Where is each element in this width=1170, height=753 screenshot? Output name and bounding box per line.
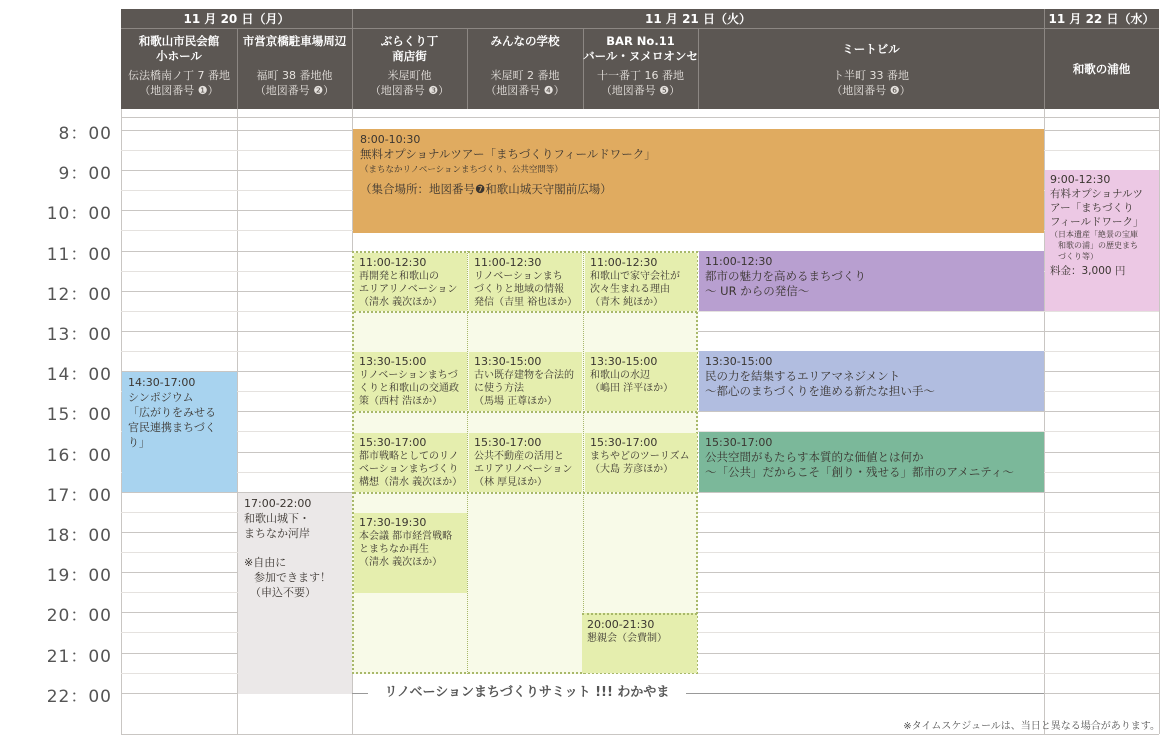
event-title: 構想（清水 義次ほか） (359, 477, 463, 488)
row-divider-dotted (354, 411, 697, 413)
venue-address: 福町 38 番地他 (256, 69, 333, 82)
venue-name: 市営京橋駐車場周辺 (242, 34, 347, 48)
venue-name: 商店街 (392, 49, 427, 63)
time-label: 18：00 (46, 526, 112, 546)
time-label: 19：00 (46, 566, 112, 586)
date-nov21: 11 月 21 日（火） (645, 12, 751, 26)
event-title: くりと和歌山の交通政 (359, 383, 459, 394)
event-title: 都市戦略としてのリノ (359, 451, 459, 462)
venue-name: 和歌山市民会館 (138, 34, 220, 48)
event-title: 策（西村 浩ほか） (359, 396, 443, 407)
event-title: エリアリノベーション (359, 284, 458, 295)
event-title: 和歌山の水辺 (590, 370, 650, 381)
event-title: まちなか河岸 (244, 527, 310, 540)
event-speaker: （嶋田 洋平ほか） (590, 383, 674, 394)
venue-map-number: （地図番号 ❺） (600, 84, 681, 97)
event-speaker: （馬場 正尊ほか） (474, 396, 558, 407)
time-label: 12：00 (46, 285, 112, 305)
event-title: 民の力を結集するエリアマネジメント (705, 369, 901, 383)
time-label: 22：00 (46, 687, 112, 707)
event-note: 参加できます！ (254, 571, 331, 584)
event-title: 和歌山城下・ (244, 512, 310, 525)
venue-bar-no11 (583, 34, 698, 98)
venue-address: 米屋町 2 番地 (490, 69, 560, 82)
venue-map-number: （地図番号 ❸） (369, 84, 450, 97)
event-castle-riverside[interactable] (238, 493, 352, 694)
event-session-11-ur[interactable] (699, 251, 1044, 311)
date-nov22: 11 月 22 日（水） (1048, 12, 1155, 26)
venue-minna-no-gakko (467, 34, 583, 98)
event-title: に使う方法 (474, 383, 524, 394)
event-title: 本会議 都市経営戦略 (359, 531, 453, 542)
summit-line-right (686, 693, 1044, 694)
event-subtitle: （まちなかリノベーションまちづくり、公共空間等） (360, 165, 563, 175)
venue-name: みんなの学校 (490, 34, 560, 48)
event-title: 古い既存建物を合法的 (474, 370, 574, 381)
event-session-11-redevelopment[interactable] (354, 253, 467, 311)
event-title: 和歌山で家守会社が (590, 271, 680, 282)
event-paid-tour[interactable] (1045, 170, 1159, 311)
event-session-13-old-buildings[interactable] (469, 352, 582, 411)
date-nov20: 11 月 20 日（月） (183, 12, 290, 26)
venue-map-number: （地図番号 ❷） (254, 84, 335, 97)
event-title: 次々生まれる理由 (590, 284, 670, 295)
event-time: 17:00-22:00 (244, 497, 312, 510)
event-time: 20:00-21:30 (587, 618, 655, 631)
venue-address: 十一番丁 16 番地 (597, 69, 684, 82)
event-title: 懇親会（会費制） (587, 633, 667, 644)
event-time: 13:30-15:00 (705, 355, 773, 368)
event-time: 13:30-15:00 (590, 355, 658, 368)
event-time: 15:30-17:00 (705, 436, 773, 449)
event-note: ※自由に (244, 556, 287, 569)
event-time: 8:00-10:30 (360, 133, 421, 146)
event-session-15-tourism[interactable] (585, 433, 697, 492)
event-time: 14:30-17:00 (128, 376, 196, 389)
event-subtitle: 和歌の浦」の歴史まち (1050, 241, 1138, 250)
event-title: とまちなか再生 (359, 544, 429, 555)
event-social-party[interactable] (582, 613, 697, 673)
grid-column-line (1159, 109, 1160, 734)
event-time: 15:30-17:00 (590, 436, 658, 449)
event-session-13-waterside[interactable] (585, 352, 697, 411)
event-speaker: 発信（吉里 裕也ほか） (474, 297, 578, 308)
time-label: 8：00 (58, 124, 112, 144)
event-session-11-yamori[interactable] (585, 253, 697, 311)
summit-label: リノベーションまちづくりサミット !!! わかやま (368, 684, 686, 702)
venue-name: ぶらくり丁 (380, 34, 439, 48)
time-label: 17：00 (46, 486, 112, 506)
event-free-tour[interactable] (353, 129, 1044, 233)
event-title: 「広がりをみせる (128, 406, 216, 419)
event-speaker: （林 厚見ほか） (474, 477, 548, 488)
event-main-conference[interactable] (354, 513, 467, 593)
event-title: 再開発と和歌山の (359, 271, 439, 282)
event-title: 有料オプショナルツ (1050, 188, 1144, 200)
event-title: アー「まちづくり (1050, 202, 1134, 214)
venue-address: ト半町 33 番地 (833, 69, 909, 82)
event-subtitle: （日本遺産「絶景の宝庫 (1050, 230, 1138, 239)
time-label: 20：00 (46, 606, 112, 626)
venue-wakanoura (1044, 62, 1159, 77)
time-label: 15：00 (46, 405, 112, 425)
event-symposium[interactable] (122, 372, 237, 492)
event-title: 官民連携まちづく (128, 421, 216, 434)
header-date-divider (121, 28, 1159, 29)
sessions-area-divider (467, 251, 468, 674)
venue-name: ミートビル (842, 42, 900, 56)
venue-burakuri-cho (352, 34, 467, 98)
event-fee: 料金：3,000 円 (1050, 265, 1126, 277)
event-note: （申込不要） (250, 586, 316, 599)
venue-map-number: （地図番号 ❶） (139, 84, 219, 97)
time-label: 11：00 (46, 245, 112, 265)
time-label: 16：00 (46, 446, 112, 466)
event-time: 11:00-12:30 (359, 256, 427, 269)
event-session-13-transport[interactable] (354, 352, 467, 411)
event-title: 公共空間がもたらす本質的な価値とは何か (705, 450, 924, 464)
row-divider-dotted (354, 492, 697, 494)
time-label: 13：00 (46, 325, 112, 345)
event-time: 15:30-17:00 (359, 436, 427, 449)
event-session-15-urban-strategy[interactable] (354, 433, 467, 492)
event-session-15-public-realestate[interactable] (469, 433, 582, 492)
event-title: り」 (128, 436, 150, 449)
event-time: 13:30-15:00 (359, 355, 427, 368)
event-speaker: （清水 義次ほか） (359, 297, 443, 308)
venue-name: BAR No.11 (606, 34, 675, 48)
event-session-11-renovation-info[interactable] (469, 253, 582, 311)
event-speaker: （清水 義次ほか） (359, 557, 443, 568)
event-title: フィールドワーク」 (1050, 216, 1144, 228)
footnote: ※タイムスケジュールは、当日と異なる場合があります。 (903, 721, 1160, 732)
event-title: づくりと地域の情報 (474, 284, 564, 295)
event-title: エリアリノベーション (474, 464, 573, 475)
sessions-area-divider (583, 251, 584, 674)
summit-line-left (352, 693, 368, 694)
row-divider-dotted (354, 311, 697, 313)
time-label: 9：00 (58, 164, 112, 184)
venue-name: バール・ヌメロオンセ (583, 49, 698, 63)
venue-civic-hall (121, 34, 237, 98)
event-session-15-public-space[interactable] (699, 432, 1044, 492)
grid-bottom-line (121, 734, 1159, 735)
venue-map-number: （地図番号 ❹） (485, 84, 565, 97)
time-label: 21：00 (46, 647, 112, 667)
venue-name: 和歌の浦他 (1072, 62, 1131, 76)
event-title: リノベーションまちづ (359, 370, 458, 381)
venue-meat-building (698, 34, 1044, 98)
event-time: 11:00-12:30 (705, 255, 773, 268)
grid-top-line (121, 117, 1159, 118)
event-title: まちやどのツーリズム (590, 451, 690, 462)
event-subtitle: づくり等） (1050, 252, 1098, 261)
event-meeting-place: （集合場所：地図番号❼和歌山城天守閣前広場） (360, 182, 612, 196)
event-title: ベーションまちづくり (359, 464, 459, 475)
venue-address: 米屋町他 (387, 69, 432, 82)
event-title: 無料オプショナルツアー「まちづくりフィールドワーク」 (360, 147, 656, 161)
event-time: 15:30-17:00 (474, 436, 542, 449)
event-time: 9:00-12:30 (1050, 173, 1111, 186)
event-title: 都市の魅力を高めるまちづくり (705, 269, 866, 283)
venue-kyobashi-parking (237, 34, 352, 98)
event-title: ～都心のまちづくりを進める新たな担い手～ (705, 384, 935, 398)
header-divider (1044, 9, 1045, 109)
time-label: 14：00 (46, 365, 112, 385)
event-time: 11:00-12:30 (590, 256, 658, 269)
event-time: 11:00-12:30 (474, 256, 542, 269)
event-time: 17:30-19:30 (359, 516, 427, 529)
event-title: 公共不動産の活用と (474, 451, 564, 462)
event-title: ～ UR からの発信～ (705, 284, 810, 298)
venue-map-number: （地図番号 ❻） (831, 84, 911, 97)
event-session-13-area-management[interactable] (699, 351, 1044, 411)
time-label: 10：00 (46, 204, 112, 224)
event-title: ～「公共」だからこそ「創り・残せる」都市のアメニティ～ (705, 465, 1014, 479)
event-title: リノベーションまち (474, 271, 563, 282)
event-time: 13:30-15:00 (474, 355, 542, 368)
event-speaker: （青木 純ほか） (590, 297, 664, 308)
event-title: シンポジウム (128, 391, 194, 404)
venue-address: 伝法橋南ノ丁 7 番地 (128, 69, 230, 82)
event-speaker: （大島 芳彦ほか） (590, 464, 674, 475)
venue-name: 小ホール (156, 49, 202, 63)
